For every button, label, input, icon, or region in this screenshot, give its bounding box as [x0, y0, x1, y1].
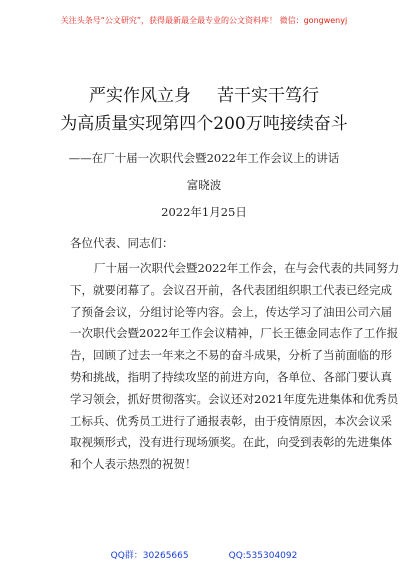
body-paragraph: [70, 258, 400, 476]
body-line: 势和挑战，指明了持续攻坚的前进方向，各单位、各部门要认真: [70, 369, 392, 384]
title-part-2: 苦干实干笃行: [217, 86, 319, 106]
title-part-1: 严实作风立身: [89, 86, 191, 106]
date: 2022年1月25日: [161, 205, 247, 219]
subtitle: ——在厂十届一次职代会暨2022年工作会议上的讲话: [68, 151, 340, 165]
body-line: 了预备会议，分组讨论等内容。会上，传达学习了油田公司六届: [70, 304, 392, 319]
title-line-1: [0, 88, 408, 105]
footer-qq: QQ:535304092: [228, 551, 298, 561]
header-banner: 关注头条号“公文研究”，获得最新最全最专业的公文资料库！ 微信：gongwenyj: [60, 16, 348, 25]
body-line: 学习领会，抓好贯彻落实。会议还对2021年度先进集体和优秀员: [70, 391, 399, 406]
body-line: 告，回顾了过去一年来之不易的奋斗成果，分析了当前面临的形: [70, 348, 392, 363]
body-line: 厂十届一次职代会暨2022年工作会，在与会代表的共同努力: [94, 261, 400, 275]
salutation: 各位代表、同志们：: [70, 236, 174, 250]
footer-contact: [0, 548, 408, 561]
body-line: 取视频形式，没有进行现场颁奖。在此，向受到表彰的先进集体: [70, 435, 392, 450]
author: 富晓波: [186, 178, 222, 192]
body-line: 工标兵、优秀员工进行了通报表彰，由于疫情原因，本次会议采: [70, 413, 392, 428]
body-line: 和个人表示热烈的祝贺！: [70, 457, 197, 472]
title-line-2: 为高质量实现第四个200万吨接续奋斗: [60, 114, 348, 134]
footer-qq-group: QQ群：30265665: [110, 551, 189, 561]
body-line: 下，就要闭幕了。会议召开前，各代表团组织职工代表已经完成: [70, 282, 392, 297]
body-line: 一次职代会暨2022年工作会议精神，厂长王德金同志作了工作报: [70, 326, 399, 341]
